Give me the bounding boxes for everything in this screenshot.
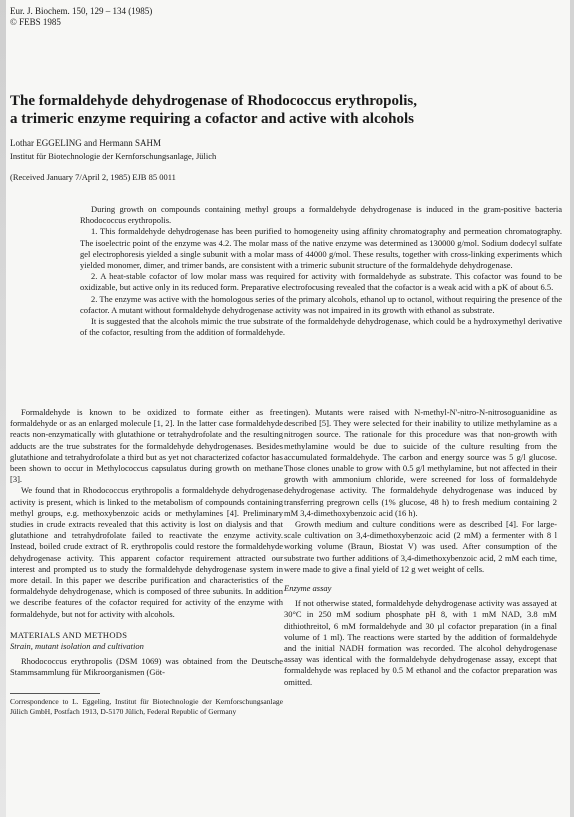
copyright-line: © FEBS 1985 [10, 17, 61, 27]
abstract [80, 204, 562, 338]
subsection-heading: Enzyme assay [284, 583, 332, 594]
body-paragraph: Formaldehyde is known to be oxidized to formate either as free formaldehyde or as an enlarged molecule [1, 2]. In the latter case formaldehyde reacts non-enzymatically with glutathione or tetrahydrofolate and the resulting adducts are the true substrates for the formaldehyde dehydrogenases. Besides glutathione and tetrahydrofolate a third but as yet not characterized cofactor has been shown to occur in Methylococcus capsulatus during growth on methane [3]. [10, 407, 283, 485]
journal-citation: Eur. J. Biochem. 150, 129 – 134 (1985) [10, 6, 153, 16]
section-spacer [284, 575, 557, 583]
body-paragraph: tingen). Mutants were raised with N-methyl-N'-nitro-N-nitrosoguanidine as described [5]. They were selected for their inability to utilize methylamine as a nitrogen source. The rationale for this procedure was that non-growth with methylamine would be due to suicide of the culture resulting from the accumulated formaldehyde. The carbon and energy source was 5 g/l glucose. Those clones unable to grow with 0.5 g/l methylamine, but not affected in their growth with ammonium chloride, were screened for loss of formaldehyde dehydrogenase activity. The formaldehyde dehydrogenase was induced by transferring pregrown cells (1% glucose, 48 h) to fresh medium containing 2 mM 3,4-dimethoxybenzoic acid (16 h). [284, 407, 557, 518]
page-edge-right [570, 0, 574, 817]
abstract-paragraph: During growth on compounds containing methyl groups a formaldehyde dehydrogenase is induced in the gram-positive bacteria Rhodococcus erythropolis. [80, 204, 562, 226]
body-paragraph: Rhodococcus erythropolis (DSM 1069) was obtained from the Deutsche Stammsammlung für Mikroorganismen (Göt- [10, 656, 283, 678]
abstract-paragraph: 1. This formaldehyde dehydrogenase has been purified to homogeneity using affinity chromatography and permeation chromatography. The isoelectric point of the enzyme was 4.2. The molar mass of the native enzyme was determined as 130000 g/mol. Sodium dodecyl sulfate gel electrophoresis yielded a single subunit with a molar mass of 44000 g/mol. These results, together with cross-linking experiments which yielded monomer, dimer, and trimer bands, are consistent with a trimeric subunit structure of the formaldehyde dehydrogenase. [80, 226, 562, 271]
body-paragraph: We found that in Rhodococcus erythropolis a formaldehyde dehydrogenase activity is present, which is linked to the metabolism of compounds containing methyl groups, e.g. methoxybenzoic acids or methylamines [4]. Preliminary studies in crude extracts revealed that this activity is lost on dialysis and that glutathione and tetrahydrofolate failed to reactivate the enzyme activity. Instead, boiled crude extract of R. erythropolis could restore the formaldehyde dehydrogenase activity. This apparent cofactor requirement attracted our interest and prompted us to study the formaldehyde dehydrogenase system in more detail. In this paper we describe purification and characteristics of the formaldehyde dehydrogenase, which is composed of three subunits. In addition we describe features of the cofactor required for activity of the enzyme with formaldehyde, but not for activity with alcohols. [10, 485, 283, 619]
institute: Institut für Biotechnologie der Kernforschungsanlage, Jülich [10, 151, 217, 161]
abstract-paragraph: 2. The enzyme was active with the homologous series of the primary alcohols, ethanol up to octanol, without requiring the presence of the cofactor. A mutant without formaldehyde dehydrogenase activity was not impaired in its growth with ethanol as substrate. [80, 293, 562, 315]
article-title [10, 92, 550, 128]
page-edge-shadow [0, 0, 6, 817]
section-heading: MATERIALS AND METHODS [10, 629, 128, 640]
subsection-heading: Strain, mutant isolation and cultivation [10, 641, 144, 652]
body-paragraph: If not otherwise stated, formaldehyde dehydrogenase activity was assayed at 30°C in 250 mM sodium phosphate pH 8, with 1 mM NAD, 3.8 mM dithiothreitol, 6 mM formaldehyde and 30 µl cofactor preparation (in a final volume of 1 ml). The reactions were started by the addition of formaldehyde and the initial NADH formation was recorded. The alcohol dehydrogenase assay was identical with the formaldehyde dehydrogenase assay, except that formaldehyde was replaced by 0.5 M ethanol and the cofactor preparation was omitted. [284, 598, 557, 687]
abstract-paragraph: It is suggested that the alcohols mimic the true substrate of the formaldehyde dehydrogenase, which could be a hydroxymethyl derivative of the cofactor, resulting from the addition of formaldehyde. [80, 316, 562, 338]
footnote-rule [10, 693, 100, 694]
journal-header [10, 6, 152, 28]
title-line-1: The formaldehyde dehydrogenase of Rhodococcus erythropolis, [10, 93, 417, 109]
left-column [10, 407, 283, 717]
received-dates: (Received January 7/April 2, 1985) EJB 85 0011 [10, 172, 176, 182]
right-column [284, 407, 557, 688]
title-line-2: a trimeric enzyme requiring a cofactor and active with alcohols [10, 111, 414, 127]
correspondence-footnote: Correspondence to L. Eggeling, Institut für Biotechnologie der Kernforschungsanlage Jülich GmbH, Postfach 1913, D-5170 Jülich, Federal Republic of Germany [10, 696, 283, 716]
authors: Lothar EGGELING and Hermann SAHM [10, 138, 161, 148]
abstract-paragraph: 2. A heat-stable cofactor of low molar mass was required for activity with formaldehyde as substrate. This cofactor was found to be oxidizable, but active only in its reduced form. Preparative electrofocusing revealed that the cofactor is a weak acid with a pK of about 6.5. [80, 271, 562, 293]
body-paragraph: Growth medium and culture conditions were as described [4]. For large-scale cultivation on 3,4-dimethoxybenzoic acid (2 mM) a fermenter with 8 l working volume (Braun, Biostat V) was used. After consumption of the substrate two further additions of 3,4-dimethoxybenzoic acid, 2 mM each time, were made to give a final yield of 12 g wet weight of cells. [284, 519, 557, 574]
